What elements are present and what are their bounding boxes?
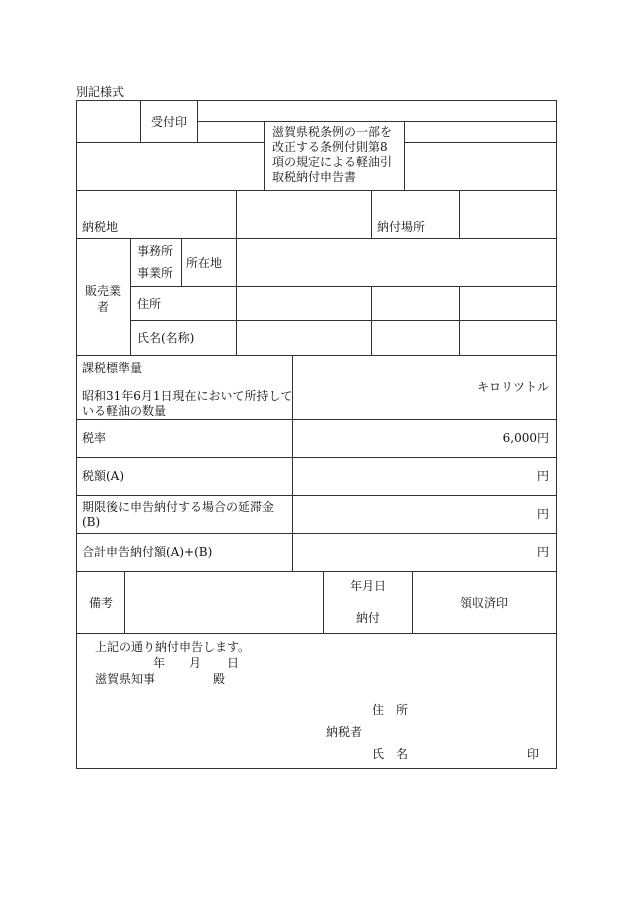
seller-label-line: 者 bbox=[96, 300, 109, 314]
seller-label-line: 販売業 bbox=[84, 284, 121, 298]
honorific: 殿 bbox=[213, 672, 226, 686]
remarks-label: 備考 bbox=[89, 596, 114, 610]
form-title-line: 改正する条例付則第8 bbox=[272, 140, 388, 154]
standard-description-line: 昭和31年6月1日現在において所持して bbox=[82, 389, 293, 403]
total-unit: 円 bbox=[536, 545, 549, 559]
rate-value: 6,000円 bbox=[502, 431, 549, 445]
late-fee-label-line: (B) bbox=[82, 515, 101, 529]
rate-label: 税率 bbox=[82, 431, 107, 445]
receipt-stamp-area-label: 領収済印 bbox=[460, 596, 509, 610]
late-fee-label bbox=[82, 500, 274, 530]
seller-name-label: 氏名(名称) bbox=[137, 331, 195, 345]
tax-amount-unit: 円 bbox=[536, 469, 549, 483]
payment-place-label: 納付場所 bbox=[377, 220, 426, 234]
office-label: 事務所 bbox=[137, 244, 174, 258]
late-fee-unit: 円 bbox=[536, 507, 549, 521]
late-fee-label-line: 期限後に申告納付する場合の延滞金 bbox=[82, 500, 275, 514]
seller-label bbox=[76, 283, 130, 315]
form-label: 別記様式 bbox=[76, 85, 125, 99]
form-title bbox=[272, 125, 392, 185]
date-year: 年 bbox=[153, 656, 166, 670]
tax-place-label: 納税地 bbox=[82, 220, 119, 234]
receipt-stamp-label: 受付印 bbox=[151, 115, 188, 129]
date-label: 年月日 bbox=[350, 579, 387, 593]
governor-label: 滋賀県知事 bbox=[95, 672, 156, 686]
seal-mark: 印 bbox=[527, 747, 540, 761]
total-label: 合計申告納付額(A)+(B) bbox=[82, 545, 213, 559]
form-title-line: 取税納付申告書 bbox=[272, 170, 357, 184]
standard-unit: キロリツトル bbox=[476, 380, 549, 394]
declaration-statement: 上記の通り納付申告します。 bbox=[95, 640, 251, 654]
standard-label: 課税標準量 bbox=[82, 361, 143, 375]
date-month: 月 bbox=[189, 656, 202, 670]
paid-label: 納付 bbox=[356, 611, 381, 625]
tax-amount-label: 税額(A) bbox=[82, 469, 125, 483]
business-office-label: 事業所 bbox=[137, 266, 174, 280]
taxpayer-address-label: 住 所 bbox=[372, 703, 409, 717]
form-title-line: 滋賀県税条例の一部を bbox=[272, 125, 393, 139]
standard-description-line: いる軽油の数量 bbox=[82, 404, 167, 418]
standard-description bbox=[82, 389, 293, 419]
taxpayer-label: 納税者 bbox=[326, 725, 363, 739]
seller-address-label: 住所 bbox=[137, 297, 162, 311]
date-day: 日 bbox=[227, 656, 240, 670]
location-label: 所在地 bbox=[186, 256, 223, 270]
taxpayer-name-label: 氏 名 bbox=[372, 747, 409, 761]
form-title-line: 項の規定による軽油引 bbox=[272, 155, 393, 169]
